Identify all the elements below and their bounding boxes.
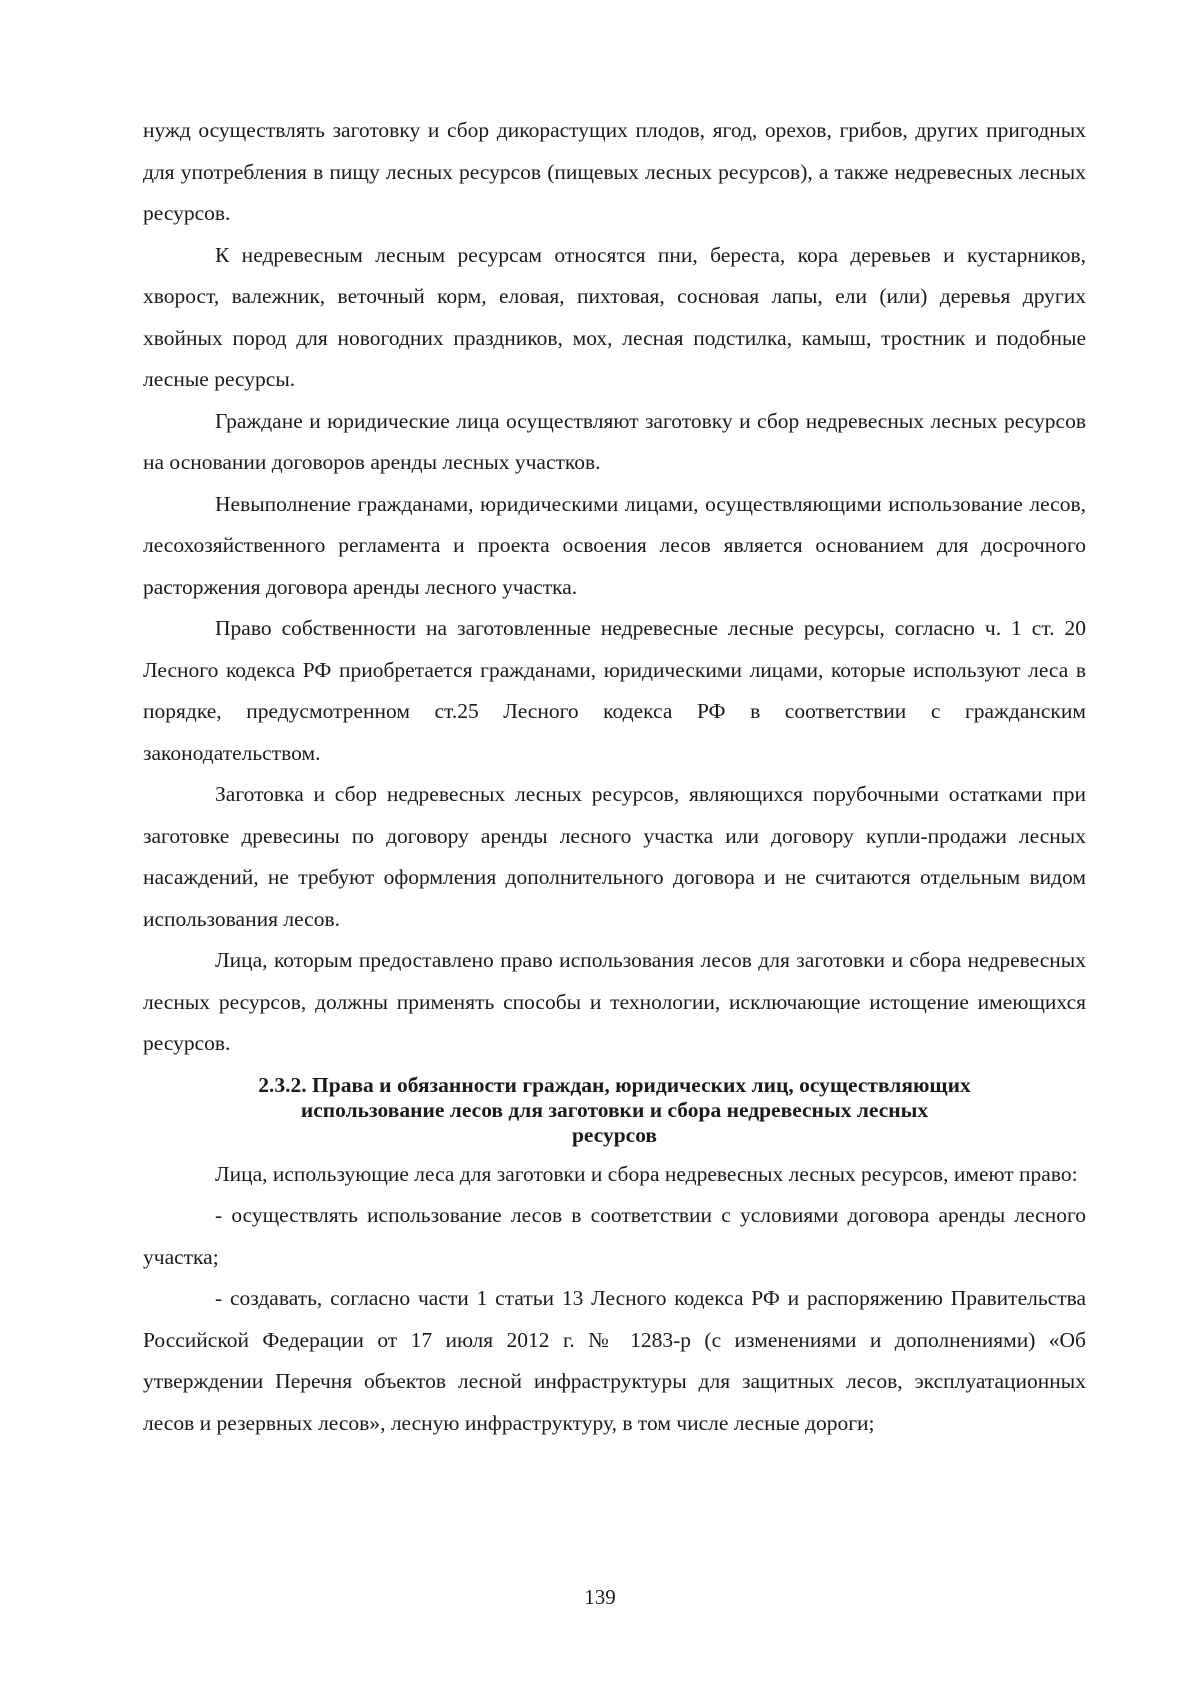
paragraph-5: Право собственности на заготовленные недревесные лесные ресурсы, согласно ч. 1 ст. 20 Лесного кодекса РФ приобретается гражданами, юридическими лицами, которые используют леса в порядке, предусмотренном ст.25 Лесного кодекса РФ в соответствии с гражданским законодательством.	[143, 616, 1086, 765]
section-heading-line-1: 2.3.2. Права и обязанности граждан, юридических лиц, осуществляющих	[258, 1072, 971, 1097]
list-item-1: - осуществлять использование лесов в соответствии с условиями договора аренды лесного участка;	[143, 1203, 1086, 1269]
page-number: 139	[584, 1585, 616, 1609]
page-body	[143, 110, 1086, 1444]
list-item-2: - создавать, согласно части 1 статьи 13 Лесного кодекса РФ и распоряжению Правительства Российской Федерации от 17 июля 2012 г. № 1283-р (с изменениями и дополнениями) «Об утверждении Перечня объектов лесной инфраструктуры для защитных лесов, эксплуатационных лесов и резервных лесов», лесную инфраструктуру, в том числе лесные дороги;	[143, 1286, 1086, 1435]
paragraph-1: нужд осуществлять заготовку и сбор дикорастущих плодов, ягод, орехов, грибов, других пригодных для употребления в пищу лесных ресурсов (пищевых лесных ресурсов), а также недревесных лесных ресурсов.	[143, 118, 1086, 225]
paragraph-6: Заготовка и сбор недревесных лесных ресурсов, являющихся порубочными остатками при заготовке древесины по договору аренды лесного участка или договору купли-продажи лесных насаждений, не требуют оформления дополнительного договора и не считаются отдельным видом использования лесов.	[143, 782, 1086, 931]
paragraph-2: К недревесным лесным ресурсам относятся пни, береста, кора деревьев и кустарников, хворост, валежник, веточный корм, еловая, пихтовая, сосновая лапы, ели (или) деревья других хвойных пород для новогодних праздников, мох, лесная подстилка, камыш, тростник и подобные лесные ресурсы.	[143, 242, 1086, 391]
paragraph-8: Лица, использующие леса для заготовки и сбора недревесных лесных ресурсов, имеют право:	[215, 1161, 1078, 1186]
section-heading-line-2: использование лесов для заготовки и сбора недревесных лесных	[300, 1097, 929, 1122]
paragraph-7: Лица, которым предоставлено право использования лесов для заготовки и сбора недревесных лесных ресурсов, должны применять способы и технологии, исключающие истощение имеющихся ресурсов.	[143, 948, 1086, 1055]
paragraph-3: Граждане и юридические лица осуществляют заготовку и сбор недревесных лесных ресурсов на основании договоров аренды лесных участков.	[143, 408, 1086, 474]
paragraph-4: Невыполнение гражданами, юридическими лицами, осуществляющими использование лесов, лесохозяйственного регламента и проекта освоения лесов является основанием для досрочного расторжения договора аренды лесного участка.	[143, 491, 1086, 599]
section-heading	[143, 1073, 1086, 1154]
section-heading-line-3: ресурсов	[571, 1122, 658, 1147]
